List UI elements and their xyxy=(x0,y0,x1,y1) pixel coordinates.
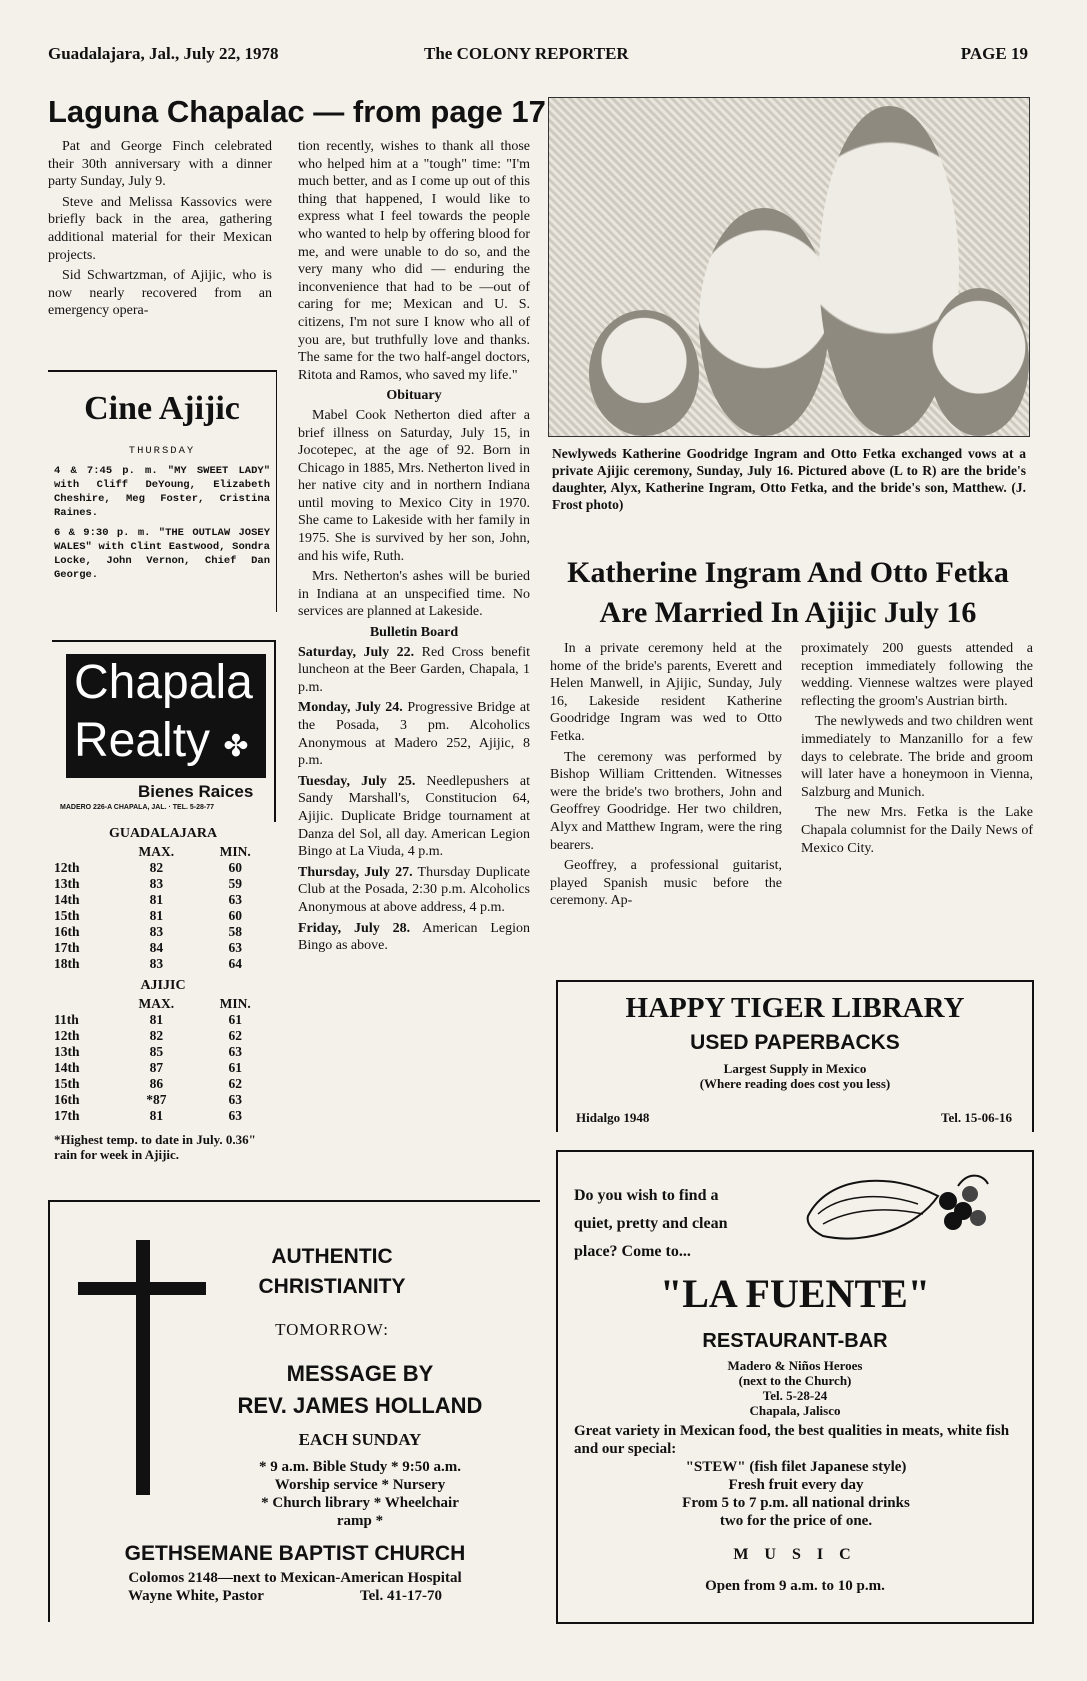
bulletin-day: Monday, July 24. xyxy=(298,700,403,716)
paper-name: The COLONY REPORTER xyxy=(424,44,629,63)
wedding-paragraph: Geoffrey, a professional guitarist, played Spanish music before the ceremony. Ap- xyxy=(550,858,782,909)
weather-day: 16th xyxy=(54,1092,80,1107)
lead-paragraph: tion recently, wishes to thank all those who helped him at a "tough" time: "I'm much better, and as I come up out of this thing that happened, I would like to express what I feel towards the people who wanted to help by offering blood for me, and were unable to do so, and the very many who did — enduring the inconvenience that had to be —out of caring for me; Mexican and U. S. citizens, I'm not sure I know who all of you are, but truthfully love and thanks. The same for the two half-angel doctors, Ritota and Ramos, who saved my life." xyxy=(298,139,530,383)
fuente-tel: Tel. 5-28-24 xyxy=(762,1388,828,1403)
church-each-sunday: EACH SUNDAY xyxy=(298,1430,422,1449)
description-line: Great variety in Mexican food, the best qualities in meats, white fish and our special: xyxy=(574,1423,1010,1457)
fuente-music: M U S I C xyxy=(733,1546,857,1563)
cine-day: THURSDAY xyxy=(128,445,196,457)
bulletin-day: Friday, July 28. xyxy=(298,920,411,936)
weather-day: 12th xyxy=(54,860,80,875)
church-schedule xyxy=(200,1458,520,1530)
church-message-line: MESSAGE BY xyxy=(286,1361,434,1386)
weather-day: 14th xyxy=(54,892,80,907)
cine-show: 6 & 9:30 p. m. "THE OUTLAW JOSEY WALES" with Clint Eastwood, Sondra Locke, John Vernon, Chief Dan George. xyxy=(54,527,270,581)
wedding-paragraph: In a private ceremony held at the home of the bride's parents, Everett and Helen Manwell, in Ajijic, Sunday, July 16, Lakeside resident Katherine Goodridge Ingram was wed to Otto Fetka. xyxy=(550,641,782,744)
bride-figure xyxy=(699,208,829,436)
bulletin-list xyxy=(298,644,530,955)
church-ad xyxy=(48,1200,540,1622)
weather-min: 60 xyxy=(228,908,242,923)
weather-max: *87 xyxy=(146,1092,167,1107)
dateline: Guadalajara, Jal., July 22, 1978 xyxy=(48,44,279,63)
bulletin-text: Thursday Duplicate Club at the Posada, 2:30 p.m. Alcoholics Anonymous at above address, 4 p.m. xyxy=(298,864,530,915)
library-address: Hidalgo 1948 xyxy=(576,1110,650,1125)
wedding-paragraph: The newlyweds and two children went immediately to Manzanillo for a few days to celebrate. The bride and groom will later have a honeymoon in Vienna, Salzburg and Munich. xyxy=(801,714,1033,800)
weather-row xyxy=(54,908,272,924)
realty-tagline: Bienes Raices xyxy=(138,782,254,801)
bulletin-item xyxy=(298,644,530,697)
weather-box xyxy=(54,826,272,1162)
weather-row xyxy=(54,876,272,892)
church-name: GETHSEMANE BAPTIST CHURCH xyxy=(124,1542,466,1565)
realty-line-2: Realty ✤ xyxy=(74,714,249,767)
bulletin-item xyxy=(298,699,530,769)
weather-day: 15th xyxy=(54,1076,80,1091)
weather-day: 13th xyxy=(54,876,80,891)
weather-row xyxy=(54,892,272,908)
cine-title: Cine Ajijic xyxy=(84,390,240,427)
address-line: Chapala, Jalisco xyxy=(749,1403,841,1418)
bulletin-text: Red Cross benefit luncheon at the Beer Garden, Chapala, 1 p.m. xyxy=(298,644,531,695)
weather-max: 81 xyxy=(149,1012,164,1027)
cornucopia-icon xyxy=(798,1166,998,1256)
page-number: PAGE 19 xyxy=(960,44,1028,63)
weather-row xyxy=(54,924,272,940)
weather-row xyxy=(54,956,272,972)
weather-row xyxy=(54,1044,272,1060)
bulletin-item xyxy=(298,920,530,955)
realty-logo xyxy=(66,654,266,778)
weather-day: 17th xyxy=(54,1108,80,1123)
intro-line: quiet, pretty and clean xyxy=(574,1215,728,1232)
cine-show: 4 & 7:45 p. m. "MY SWEET LADY" with Cliff DeYoung, Elizabeth Cheshire, Meg Foster, Cristina Raines. xyxy=(54,465,270,519)
library-title: HAPPY TIGER LIBRARY xyxy=(625,992,965,1024)
wedding-column-2 xyxy=(801,640,1033,860)
fuente-intro xyxy=(574,1182,727,1266)
weather-min: 58 xyxy=(228,924,242,939)
lead-headline: Laguna Chapalac — from page 17 xyxy=(48,94,546,129)
weather-max: 81 xyxy=(149,1108,164,1123)
min-header: MIN. xyxy=(219,996,251,1011)
bulletin-text: American Legion Bingo as above. xyxy=(298,920,530,954)
church-message xyxy=(200,1358,520,1422)
weather-ajijic-title: AJIJIC xyxy=(140,978,186,993)
intro-line: place? Come to... xyxy=(574,1243,691,1260)
bulletin-heading: Bulletin Board xyxy=(369,625,459,641)
weather-max: 82 xyxy=(149,1028,164,1043)
library-tel: Tel. 15-06-16 xyxy=(940,1110,1012,1125)
fuente-type: RESTAURANT-BAR xyxy=(702,1330,888,1352)
church-tel: Tel. 41-17-70 xyxy=(360,1588,442,1604)
weather-day: 12th xyxy=(54,1028,80,1043)
wedding-paragraph: proximately 200 guests attended a reception immediately following the wedding. Viennese waltzes were played reflecting the groom's Austrian birth. xyxy=(801,641,1033,709)
description-line: From 5 to 7 p.m. all national drinks xyxy=(682,1495,910,1511)
wedding-column-1 xyxy=(550,640,782,913)
bulletin-day: Thursday, July 27. xyxy=(298,864,413,880)
church-pastor: Wayne White, Pastor xyxy=(128,1588,264,1604)
weather-day: 14th xyxy=(54,1060,80,1075)
weather-max: 85 xyxy=(149,1044,164,1059)
church-slogan-line: CHRISTIANITY xyxy=(258,1275,406,1298)
fuente-name: "LA FUENTE" xyxy=(659,1271,931,1316)
intro-line: Do you wish to find a xyxy=(574,1187,719,1204)
bulletin-text: Progressive Bridge at the Posada, 3 pm. Alcoholics Anonymous at Madero 252, Ajijic, 8 p.m. xyxy=(298,700,530,769)
weather-max: 81 xyxy=(149,908,164,923)
weather-min: 62 xyxy=(228,1076,242,1091)
schedule-line: Worship service * Nursery xyxy=(274,1477,446,1493)
obituary-paragraph: Mrs. Netherton's ashes will be buried in Indiana at an unspecified time. No services are planned at Lakeside. xyxy=(298,569,530,620)
weather-max: 83 xyxy=(149,956,164,971)
wedding-headline-line: Are Married In Ajijic July 16 xyxy=(599,596,977,629)
weather-min: 61 xyxy=(228,1012,242,1027)
child-figure xyxy=(589,310,699,436)
weather-row xyxy=(54,1076,272,1092)
bulletin-item xyxy=(298,773,530,861)
fuente-description xyxy=(574,1422,1018,1530)
weather-max: 81 xyxy=(149,892,164,907)
church-address: Colomos 2148—next to Mexican-American Hospital xyxy=(128,1570,462,1586)
weather-min: 62 xyxy=(228,1028,242,1043)
max-header: MAX. xyxy=(138,844,175,859)
photo-caption: Newlyweds Katherine Goodridge Ingram and Otto Fetka exchanged vows at a private Ajijic ceremony, Sunday, July 16. Pictured above (L to R) are the bride's daughter, Alyx, Katherine Ingram, Otto Fetka, and the bride's son, Matthew. (J. Frost photo) xyxy=(552,446,1026,512)
library-subtitle: USED PAPERBACKS xyxy=(690,1031,900,1054)
cross-bar xyxy=(78,1282,206,1295)
obituary-paragraph: Mabel Cook Netherton died after a brief illness on Saturday, July 15, in Jocotepec, at the age of 92. Born in Chicago in 1885, Mrs. Netherton lived in her native city and in northern Indiana until moving to Mexico City in 1970. She came to Lakeside with her family in 1975. She is survived by her son, John, and his wife, Ruth. xyxy=(298,407,530,564)
weather-row xyxy=(54,860,272,876)
weather-day: 13th xyxy=(54,1044,80,1059)
weather-min: 64 xyxy=(228,956,242,971)
weather-day: 11th xyxy=(54,1012,79,1027)
bulletin-text: Needlepushers at Sandy Marshall's, Constitucion 64, Ajijic. Duplicate Bridge tournament at Danza del Sol, all day. American Legion Bingo at La Viuda, 4 p.m. xyxy=(298,773,530,860)
weather-min: 63 xyxy=(228,1092,242,1107)
wedding-headline xyxy=(548,553,1028,633)
church-preacher: REV. JAMES HOLLAND xyxy=(237,1393,483,1418)
bulletin-day: Tuesday, July 25. xyxy=(298,773,416,789)
weather-max: 82 xyxy=(149,860,164,875)
bulletin-day: Saturday, July 22. xyxy=(298,644,415,660)
weather-min: 61 xyxy=(228,1060,242,1075)
cine-ajijic-ad xyxy=(48,370,277,612)
address-line: (next to the Church) xyxy=(738,1373,852,1388)
library-line: (Where reading does cost you less) xyxy=(699,1076,891,1091)
weather-max: 86 xyxy=(149,1076,164,1091)
weather-row xyxy=(54,1092,272,1108)
library-ad xyxy=(556,980,1034,1132)
weather-note: *Highest temp. to date in July. 0.36" rain for week in Ajijic. xyxy=(54,1132,256,1162)
description-line: "STEW" (fish filet Japanese style) xyxy=(685,1459,907,1475)
schedule-line: * 9 a.m. Bible Study * 9:50 a.m. xyxy=(258,1459,462,1475)
lead-column-2 xyxy=(298,138,530,958)
church-slogan xyxy=(222,1242,442,1302)
schedule-line: ramp * xyxy=(336,1513,384,1529)
weather-min: 63 xyxy=(228,1108,242,1123)
wedding-paragraph: The new Mrs. Fetka is the Lake Chapala columnist for the Daily News of Mexico City. xyxy=(801,805,1033,856)
fuente-address xyxy=(558,1358,1032,1418)
weather-gdl-table xyxy=(54,844,272,972)
description-line: Fresh fruit every day xyxy=(728,1477,864,1493)
weather-day: 15th xyxy=(54,908,80,923)
weather-row xyxy=(54,1028,272,1044)
weather-row xyxy=(54,940,272,956)
lead-paragraph: Steve and Melissa Kassovics were briefly back in the area, gathering additional material for their Mexican projects. xyxy=(48,194,272,263)
obituary-heading: Obituary xyxy=(386,388,442,404)
lead-paragraph: Pat and George Finch celebrated their 30th anniversary with a dinner party Sunday, July 9. xyxy=(48,139,272,190)
church-slogan-line: AUTHENTIC xyxy=(271,1245,393,1268)
weather-max: 83 xyxy=(149,876,164,891)
weather-min: 63 xyxy=(228,1044,242,1059)
wedding-headline-line: Katherine Ingram And Otto Fetka xyxy=(567,556,1009,589)
library-line: Largest Supply in Mexico xyxy=(723,1061,867,1076)
weather-day: 16th xyxy=(54,924,80,939)
chapala-realty-ad xyxy=(52,640,276,822)
description-line: two for the price of one. xyxy=(719,1513,873,1529)
min-header: MIN. xyxy=(219,844,251,859)
cross-icon xyxy=(136,1240,150,1495)
wedding-paragraph: The ceremony was performed by Bishop William Crittenden. Witnesses were the bride's two brothers, John and Geoffrey Goodridge. Her two children, Alyx and Matthew Ingram, were the ring bearers. xyxy=(550,749,782,853)
max-header: MAX. xyxy=(138,996,175,1011)
la-fuente-ad xyxy=(556,1150,1034,1624)
fuente-hours: Open from 9 a.m. to 10 p.m. xyxy=(705,1578,885,1594)
schedule-line: * Church library * Wheelchair xyxy=(261,1495,459,1511)
weather-max: 84 xyxy=(149,940,164,955)
lead-paragraph: Sid Schwartzman, of Ajijic, who is now nearly recovered from an emergency opera- xyxy=(48,268,272,319)
weather-max: 83 xyxy=(149,924,164,939)
weather-ajijic-table xyxy=(54,996,272,1124)
weather-row xyxy=(54,1108,272,1124)
weather-gdl-title: GUADALAJARA xyxy=(108,826,218,841)
clover-icon: ✤ xyxy=(223,730,249,763)
bulletin-item xyxy=(298,864,530,917)
weather-day: 17th xyxy=(54,940,80,955)
weather-min: 60 xyxy=(228,860,242,875)
realty-line-1: Chapala xyxy=(74,656,253,709)
address-line: Madero & Niños Heroes xyxy=(727,1358,863,1373)
child-figure xyxy=(929,288,1029,436)
weather-min: 63 xyxy=(228,940,242,955)
masthead xyxy=(48,44,1028,74)
weather-min: 59 xyxy=(228,876,242,891)
lead-column-1 xyxy=(48,138,272,323)
weather-max: 87 xyxy=(149,1060,164,1075)
weather-day: 18th xyxy=(54,956,80,971)
weather-row xyxy=(54,1060,272,1076)
church-tomorrow: TOMORROW: xyxy=(275,1320,389,1339)
weather-min: 63 xyxy=(228,892,242,907)
realty-address: MADERO 226-A CHAPALA, JAL. · TEL. 5-28-77 xyxy=(60,804,215,811)
weather-row xyxy=(54,1012,272,1028)
wedding-photo xyxy=(548,97,1030,437)
